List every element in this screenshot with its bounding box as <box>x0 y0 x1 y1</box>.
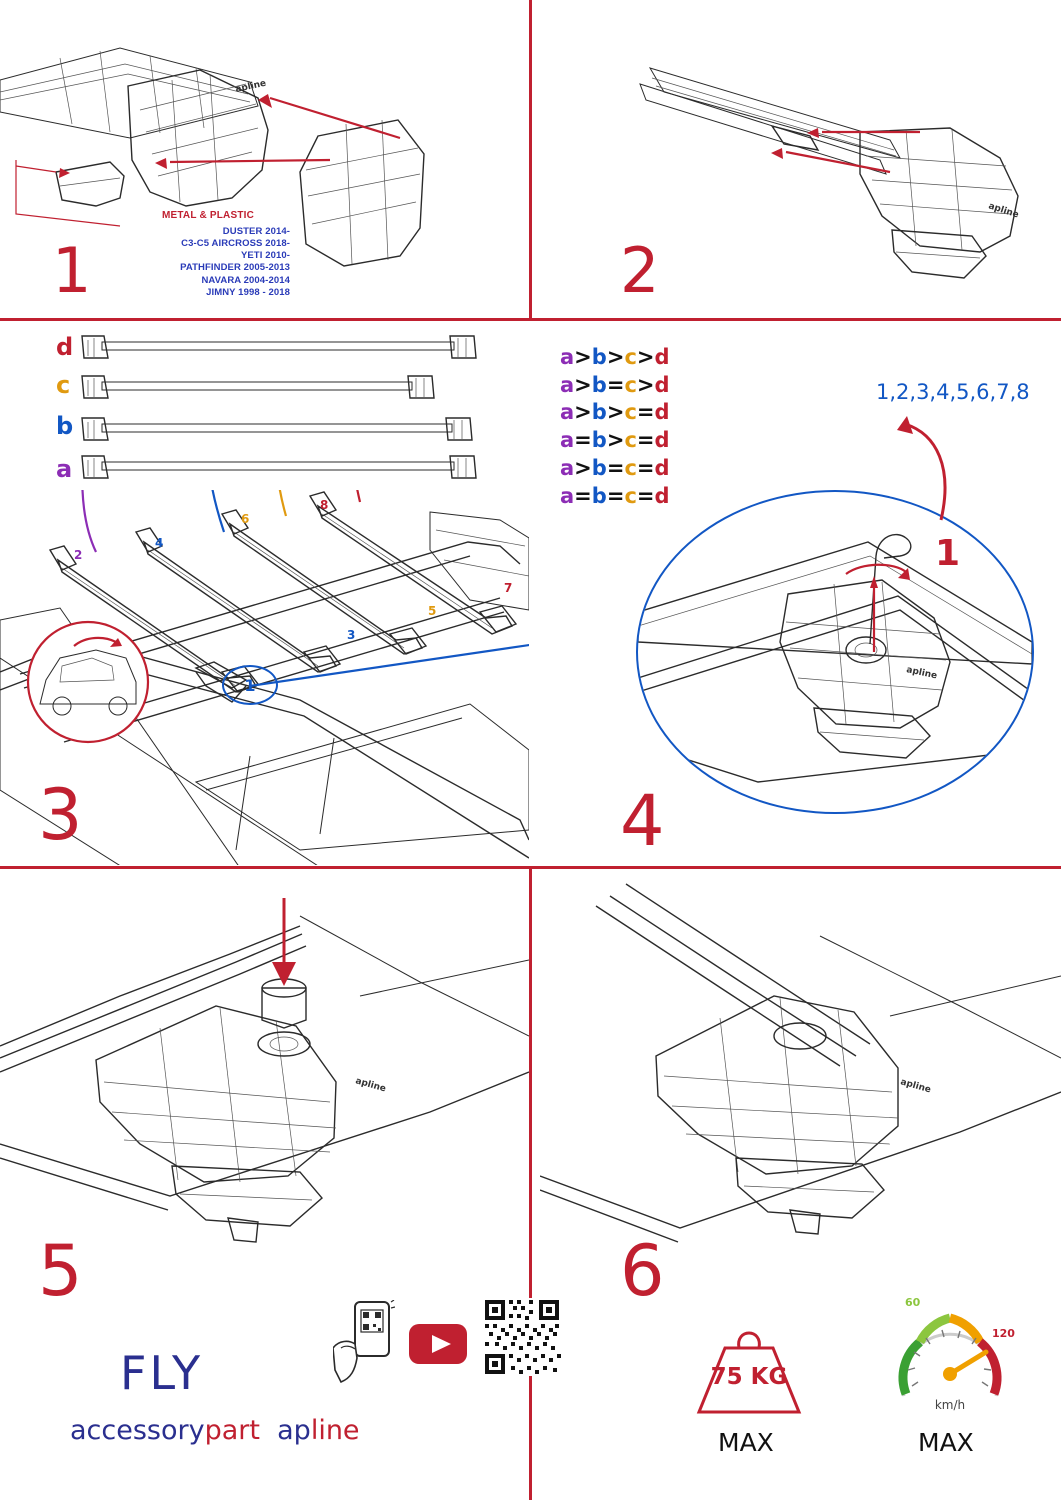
step-number-4: 4 <box>620 780 665 862</box>
vehicle-item: PATHFINDER 2005-2013 <box>180 262 290 274</box>
max-load-icon <box>695 1318 803 1418</box>
step-number-6: 6 <box>620 1230 665 1312</box>
brand-part: part <box>204 1415 260 1446</box>
bar-letter-c: c <box>56 371 71 399</box>
panel4-turn-label: 1 <box>935 533 961 574</box>
svg-text:apline: apline <box>987 201 1020 221</box>
svg-text:apline: apline <box>905 665 938 682</box>
max-load-label: MAX <box>718 1428 774 1457</box>
gauge-unit-label: km/h <box>934 1398 966 1412</box>
callout-4: 4 <box>155 536 164 550</box>
callout-6: 6 <box>241 512 250 526</box>
panel5-illustration <box>0 876 529 1256</box>
brand-fly: FLY <box>120 1346 204 1400</box>
step-number-1: 1 <box>52 234 92 307</box>
svg-text:apline: apline <box>354 1076 387 1095</box>
step-number-5: 5 <box>38 1230 83 1312</box>
bar-order-list <box>560 344 670 510</box>
panel4-illustration <box>638 492 1032 812</box>
bar-letter-b: b <box>56 412 74 440</box>
youtube-icon[interactable] <box>409 1324 467 1364</box>
panel6-illustration <box>540 876 1061 1256</box>
order-item: a>b>c=d <box>560 400 670 425</box>
callout-3: 3 <box>347 628 356 642</box>
gauge-tick-120: 120 <box>992 1327 1015 1340</box>
callout-2: 2 <box>74 548 83 562</box>
panel1-heading: METAL & PLASTIC <box>161 210 255 221</box>
divider-vertical-bottom <box>529 866 532 1500</box>
vehicle-item: NAVARA 2004-2014 <box>201 274 290 286</box>
brand-ap: ap <box>277 1415 311 1446</box>
callout-8: 8 <box>320 498 329 512</box>
panel4-turn-arrow <box>845 408 985 538</box>
gauge-tick-60: 60 <box>905 1296 921 1309</box>
divider-vertical-top <box>529 0 532 318</box>
svg-text:apline: apline <box>899 1077 932 1096</box>
step-number-3: 3 <box>38 774 83 856</box>
vehicle-item: C3-C5 AIRCROSS 2018- <box>181 238 290 250</box>
vehicle-item: DUSTER 2014- <box>222 226 290 237</box>
phone-scan-icon <box>333 1300 395 1384</box>
order-item: a=b>c=d <box>560 428 670 453</box>
qr-code-icon[interactable] <box>483 1298 561 1376</box>
step-number-2: 2 <box>620 234 660 307</box>
callout-5: 5 <box>428 604 437 618</box>
brand-accessorypart-apline <box>70 1415 360 1446</box>
order-item: a=b=c=d <box>560 483 670 508</box>
vehicle-item: JIMNY 1998 - 2018 <box>206 286 290 298</box>
bar-letter-a: a <box>56 455 73 483</box>
order-item: a>b=c=d <box>560 455 670 480</box>
callout-7: 7 <box>504 581 513 595</box>
brand-accessory: accessory <box>70 1415 205 1446</box>
svg-text:apline: apline <box>234 78 268 95</box>
callout-1-circle: 1 <box>222 665 278 705</box>
bar-letter-d: d <box>56 333 74 361</box>
brand-line: line <box>310 1415 360 1446</box>
max-speed-label: MAX <box>918 1428 974 1457</box>
bar-lengths-illustration <box>78 330 498 490</box>
assembly-sequence-label: 1,2,3,4,5,6,7,8 <box>876 380 1030 404</box>
max-load-value: 75 KG <box>710 1364 788 1390</box>
order-item: a>b=c>d <box>560 372 670 397</box>
panel1-vehicle-list <box>100 226 290 299</box>
vehicle-item: YETI 2010- <box>240 250 290 262</box>
panel4-detail-circle <box>636 490 1034 814</box>
order-item: a>b>c>d <box>560 345 670 369</box>
